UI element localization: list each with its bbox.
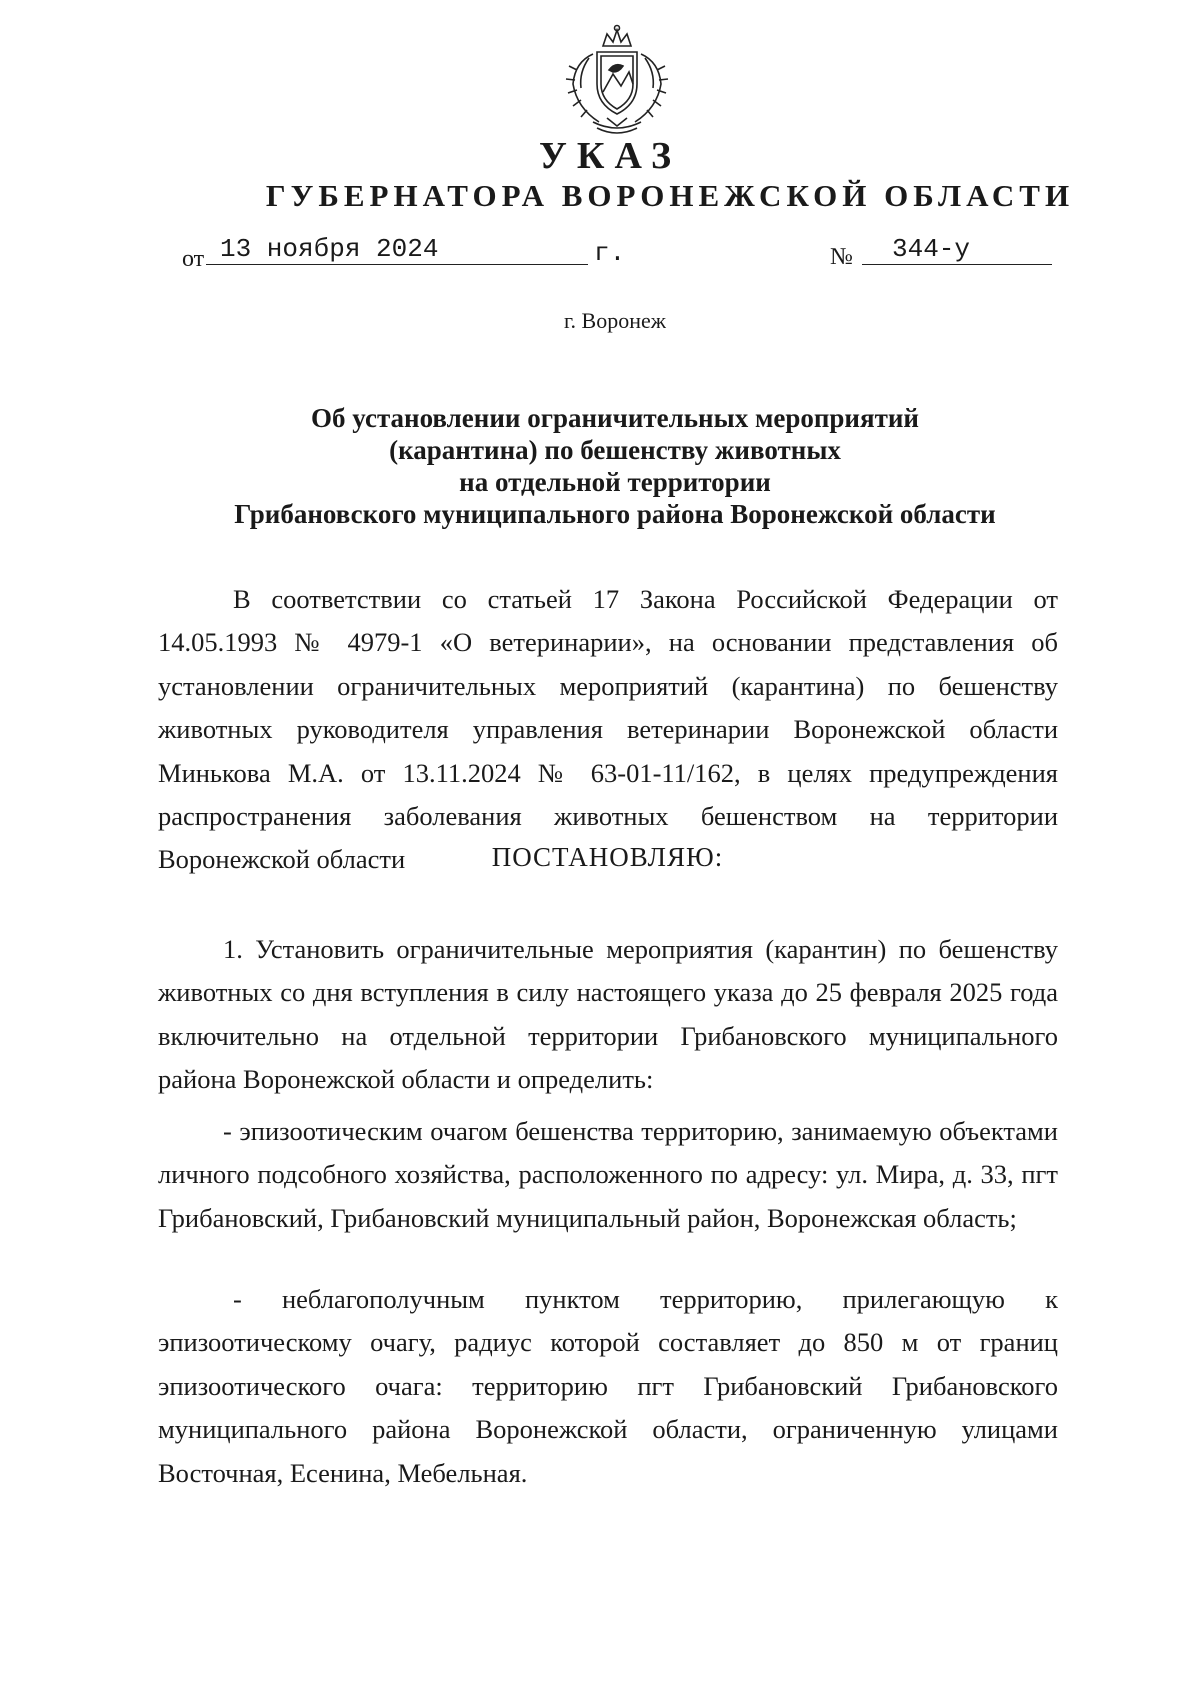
issuer-title: ГУБЕРНАТОРА ВОРОНЕЖСКОЙ ОБЛАСТИ [265,178,1075,213]
date-prefix: от [182,246,205,272]
decree-word: ПОСТАНОВЛЯЮ: [491,842,724,872]
coat-of-arms-emblem [563,22,671,140]
number-value: 344-у [862,234,1052,265]
title-line: (карантина) по бешенству животных [389,435,841,465]
date-number-row [182,234,1052,274]
date-value: 13 ноября 2024 [206,234,588,265]
document-title [0,402,1200,530]
item-1-a-paragraph: - эпизоотическим очагом бешенства территорию, занимаемую объектами личного подсобного хозяйства, расположенного по адресу: ул. Мира, д. 33, пгт Грибановский, Грибановский муниципальный район, Воронежская область; [158,1116,1058,1233]
item-1-paragraph: 1. Установить ограничительные мероприятия (карантин) по бешенству животных со дня вступления в силу настоящего указа до 25 февраля 2025 года включительно на отдельной территории Грибановского муниципального района Воронежской области и определить: [158,934,1058,1095]
date-suffix: г. [594,238,626,268]
document-type-title: УКАЗ [539,135,681,177]
item-1-b-paragraph: - неблагополучным пунктом территорию, прилегающую к эпизоотическому очагу, радиус которой составляет до 850 м от границ эпизоотического очага: территорию пгт Грибановский Грибановского муниципального района Воронежской области, ограниченную улицами Восточная, Есенина, Мебельная. [158,1284,1058,1488]
title-line: Об установлении ограничительных мероприятий [311,403,919,433]
city: г. Воронеж [564,308,666,333]
preamble-paragraph: В соответствии со статьей 17 Закона Российской Федерации от 14.05.1993 № 4979-1 «О ветеринарии», на основании представления об установлении ограничительных мероприятий (карантина) по бешенству животных руководителя управления ветеринарии Воронежской области Минькова М.А. от 13.11.2024 № 63-01-11/162, в целях предупреждения распространения заболевания животных бешенством на территории Воронежской области [158,584,1058,875]
title-line: на отдельной территории [459,467,771,497]
title-line: Грибановского муниципального района Воронежской области [234,499,996,529]
number-prefix: № [830,244,853,270]
